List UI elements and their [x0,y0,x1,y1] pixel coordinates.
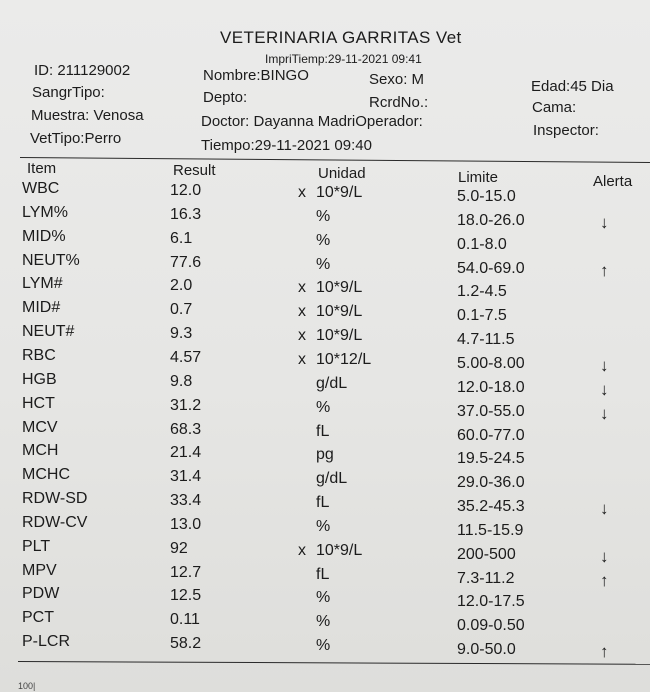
row-result: 6.1 [170,229,193,247]
row-multiplier: x [298,303,306,321]
row-item: MPV [22,561,57,579]
row-alert-arrow: ↑ [600,260,609,280]
row-limit: 29.0-36.0 [457,474,525,492]
row-item: PDW [22,585,60,603]
row-limit: 5.00-8.00 [457,354,525,372]
row-alert-arrow: ↓ [600,546,609,566]
row-limit: 0.09-0.50 [457,617,525,635]
row-unit: % [316,589,331,607]
row-limit: 12.0-18.0 [457,378,525,396]
row-item: WBC [22,180,60,197]
row-unit: fL [316,565,330,583]
row-unit: 10*9/L [316,327,363,345]
row-result: 0.11 [170,611,200,629]
bed: Cama: [532,99,577,116]
row-unit: 10*9/L [316,184,363,201]
row-result: 2.0 [170,277,193,295]
row-result: 0.7 [170,301,193,319]
row-result: 92 [170,539,188,557]
row-limit: 1.2-4.5 [457,283,507,301]
column-header-result: Result [173,162,216,179]
row-unit: % [316,517,331,535]
row-result: 12.0 [170,182,202,199]
patient-name: Nombre:BINGO [203,67,309,84]
row-unit: % [316,398,331,416]
row-limit: 19.5-24.5 [457,450,525,468]
row-item: MCHC [22,466,70,484]
row-limit: 37.0-55.0 [457,402,525,420]
row-item: HGB [22,370,57,388]
row-unit: g/dL [316,470,348,488]
row-limit: 0.1-7.5 [457,307,507,325]
row-limit: 12.0-17.5 [457,593,525,611]
row-result: 12.5 [170,587,202,605]
row-alert-arrow: ↓ [600,212,609,232]
row-result: 77.6 [170,253,202,271]
row-limit: 5.0-15.0 [457,188,516,205]
row-limit: 11.5-15.9 [457,521,524,539]
row-result: 16.3 [170,205,202,223]
sex: Sexo: M [369,71,425,88]
row-alert-arrow: ↓ [600,379,609,399]
row-item: RDW-CV [22,513,88,531]
row-item: MID# [22,299,61,317]
row-unit: 10*9/L [316,541,363,559]
row-item: MCH [22,442,59,460]
row-limit: 35.2-45.3 [457,498,525,516]
row-item: RBC [22,346,56,364]
row-multiplier: x [298,184,306,201]
row-limit: 9.0-50.0 [457,641,516,659]
column-header-limit: Limite [458,169,499,186]
row-limit: 7.3-11.2 [457,569,515,587]
blood-type: SangrTipo: [32,84,105,101]
row-unit: 10*12/L [316,350,372,368]
row-result: 21.4 [170,444,202,462]
age: Edad:45 Dia [531,78,614,95]
row-alert-arrow: ↓ [600,403,609,423]
row-item: NEUT% [22,251,80,269]
record-number: RcrdNo.: [369,94,429,111]
row-limit: 0.1-8.0 [457,235,507,253]
row-item: RDW-SD [22,490,88,508]
row-item: P-LCR [22,633,71,651]
row-result: 33.4 [170,492,202,510]
row-unit: fL [316,422,330,440]
row-result: 4.57 [170,348,202,366]
row-result: 31.4 [170,468,202,486]
row-alert-arrow: ↑ [600,570,609,590]
row-item: LYM# [22,275,63,293]
row-unit: 10*9/L [316,279,363,297]
clinic-title: VETERINARIA GARRITAS Vet [220,28,462,47]
row-multiplier: x [298,279,306,297]
row-item: PCT [22,609,54,627]
row-unit: % [316,255,331,273]
row-item: NEUT# [22,323,75,341]
row-item: MID% [22,227,66,245]
column-header-alert: Alerta [593,173,633,190]
column-header-unit: Unidad [318,165,366,182]
row-unit: % [316,231,331,249]
department: Depto: [203,89,248,106]
footer-divider [18,661,650,665]
row-unit: 10*9/L [316,303,363,321]
sample-type: Muestra: Venosa [31,107,144,124]
row-limit: 4.7-11.5 [457,331,515,349]
row-item: PLT [22,537,51,555]
column-header-item: Item [27,160,57,177]
row-unit: fL [316,494,330,512]
row-limit: 60.0-77.0 [457,426,525,444]
header-divider [20,157,650,163]
row-result: 9.8 [170,372,193,390]
row-limit: 54.0-69.0 [457,259,525,277]
row-alert-arrow: ↓ [600,355,609,375]
row-item: HCT [22,394,55,412]
row-result: 9.3 [170,325,193,343]
row-multiplier: x [298,327,306,345]
doctor-operator: Doctor: Dayanna MadriOperador: [201,113,423,130]
row-unit: % [316,613,331,631]
row-alert-arrow: ↑ [600,642,609,662]
row-result: 31.2 [170,396,202,414]
row-item: MCV [22,418,58,436]
row-result: 12.7 [170,563,202,581]
footer-mark: 100| [18,681,36,691]
inspector: Inspector: [533,122,599,139]
row-alert-arrow: ↓ [600,499,609,519]
animal-type: VetTipo:Perro [30,130,122,147]
row-result: 13.0 [170,515,202,533]
sample-time: Tiempo:29-11-2021 09:40 [201,137,372,154]
print-timestamp: ImpriTiemp:29-11-2021 09:41 [265,52,422,66]
row-item: LYM% [22,203,68,221]
row-limit: 18.0-26.0 [457,211,525,229]
row-limit: 200-500 [457,545,516,563]
row-multiplier: x [298,541,306,559]
row-multiplier: x [298,350,306,368]
patient-id: ID: 211129002 [34,62,131,79]
row-unit: pg [316,446,334,464]
row-result: 58.2 [170,635,202,653]
row-unit: % [316,207,331,225]
row-unit: g/dL [316,374,348,392]
row-result: 68.3 [170,420,202,438]
row-unit: % [316,637,331,655]
